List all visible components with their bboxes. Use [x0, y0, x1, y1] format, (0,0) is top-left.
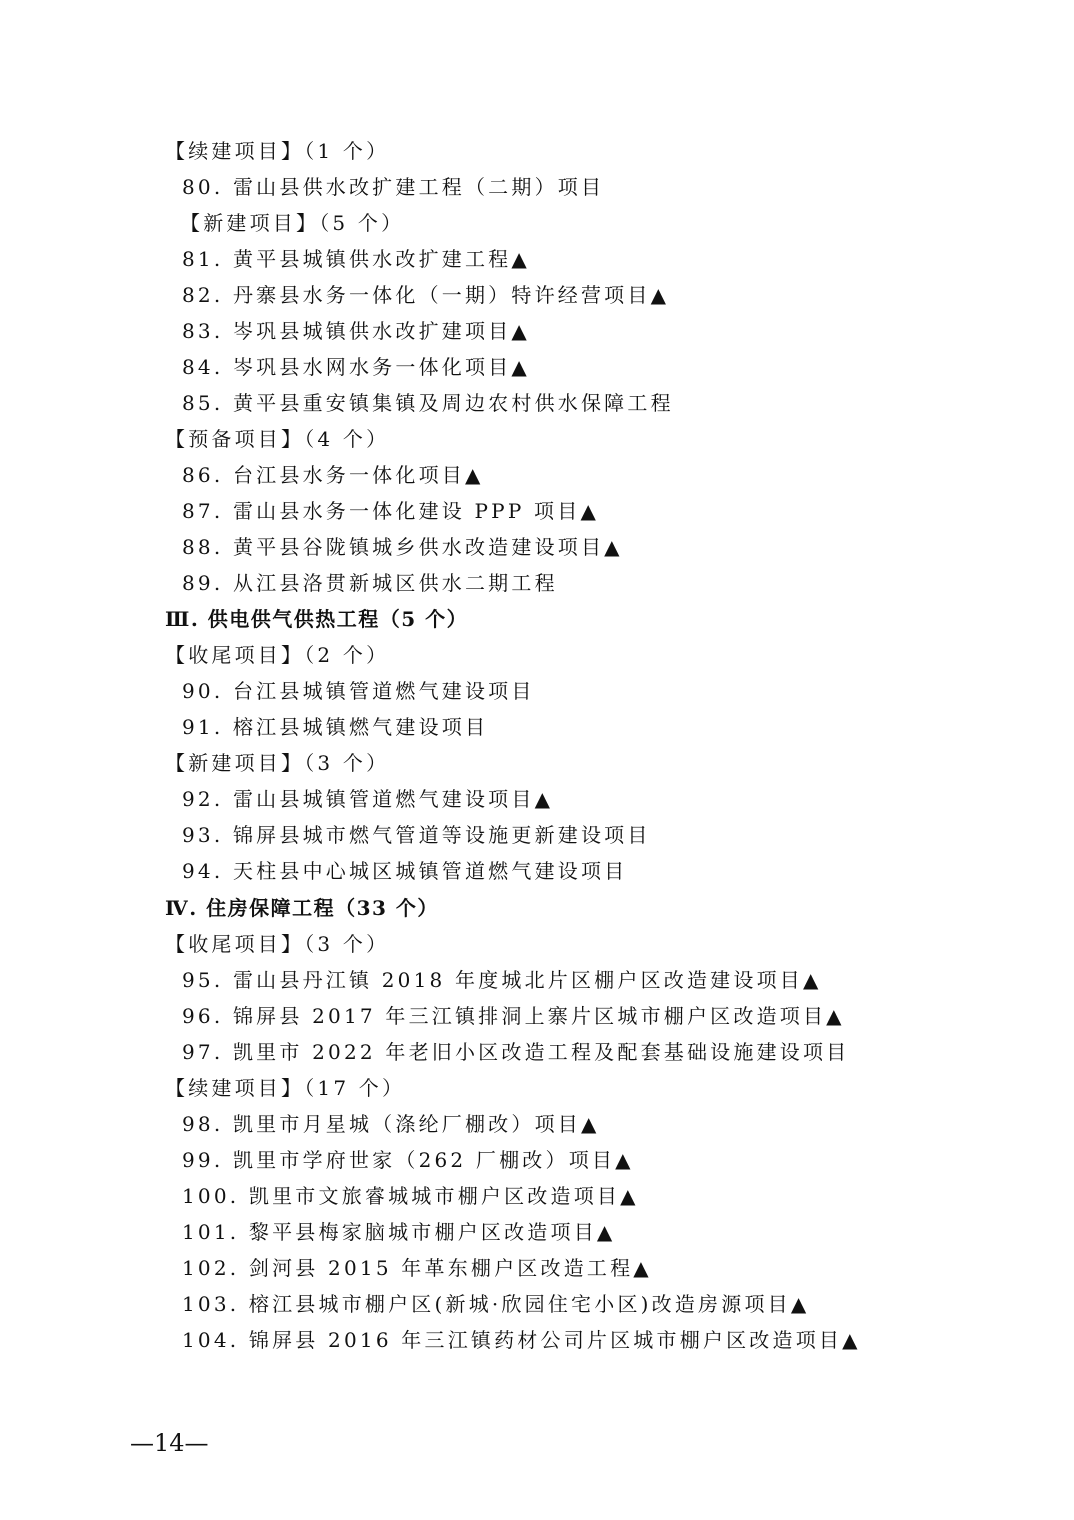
list-item: 86. 台江县水务一体化项目▲	[182, 463, 484, 487]
list-item: 91. 榕江县城镇燃气建设项目	[182, 715, 489, 739]
list-item: 87. 雷山县水务一体化建设 PPP 项目▲	[182, 499, 600, 523]
category-heading-continuing: 【续建项目】（1 个）	[165, 139, 390, 163]
section-heading-power-gas-heat: Ⅲ. 供电供气供热工程（5 个）	[165, 607, 469, 631]
list-item: 93. 锦屏县城市燃气管道等设施更新建设项目	[182, 823, 651, 847]
category-heading-reserve: 【预备项目】（4 个）	[165, 427, 390, 451]
category-heading-new: 【新建项目】（5 个）	[180, 211, 405, 235]
list-item: 96. 锦屏县 2017 年三江镇排洞上寨片区城市棚户区改造项目▲	[182, 1004, 845, 1028]
list-item: 102. 剑河县 2015 年革东棚户区改造工程▲	[182, 1256, 652, 1280]
list-item: 89. 从江县洛贯新城区供水二期工程	[182, 571, 558, 595]
list-item: 82. 丹寨县水务一体化（一期）特许经营项目▲	[182, 283, 670, 307]
page-number: —14—	[130, 1429, 209, 1457]
list-item: 100. 凯里市文旅睿城城市棚户区改造项目▲	[182, 1184, 639, 1208]
list-item: 80. 雷山县供水改扩建工程（二期）项目	[182, 175, 605, 199]
list-item: 103. 榕江县城市棚户区(新城·欣园住宅小区)改造房源项目▲	[182, 1292, 810, 1316]
list-item: 95. 雷山县丹江镇 2018 年度城北片区棚户区改造建设项目▲	[182, 968, 822, 992]
list-item: 92. 雷山县城镇管道燃气建设项目▲	[182, 787, 554, 811]
category-heading-finishing: 【收尾项目】（3 个）	[165, 932, 390, 956]
list-item: 104. 锦屏县 2016 年三江镇药材公司片区城市棚户区改造项目▲	[182, 1328, 861, 1352]
list-item: 84. 岑巩县水网水务一体化项目▲	[182, 355, 530, 379]
list-item: 83. 岑巩县城镇供水改扩建项目▲	[182, 319, 530, 343]
category-heading-new: 【新建项目】（3 个）	[165, 751, 390, 775]
list-item: 101. 黎平县梅家脑城市棚户区改造项目▲	[182, 1220, 616, 1244]
list-item: 99. 凯里市学府世家（262 厂棚改）项目▲	[182, 1148, 634, 1172]
list-item: 90. 台江县城镇管道燃气建设项目	[182, 679, 535, 703]
category-heading-continuing: 【续建项目】（17 个）	[165, 1076, 406, 1100]
section-heading-housing: Ⅳ. 住房保障工程（33 个）	[165, 896, 439, 920]
list-item: 81. 黄平县城镇供水改扩建工程▲	[182, 247, 530, 271]
list-item: 88. 黄平县谷陇镇城乡供水改造建设项目▲	[182, 535, 623, 559]
list-item: 85. 黄平县重安镇集镇及周边农村供水保障工程	[182, 391, 674, 415]
list-item: 97. 凯里市 2022 年老旧小区改造工程及配套基础设施建设项目	[182, 1040, 850, 1064]
list-item: 98. 凯里市月星城（涤纶厂棚改）项目▲	[182, 1112, 600, 1136]
category-heading-finishing: 【收尾项目】（2 个）	[165, 643, 390, 667]
list-item: 94. 天柱县中心城区城镇管道燃气建设项目	[182, 859, 628, 883]
